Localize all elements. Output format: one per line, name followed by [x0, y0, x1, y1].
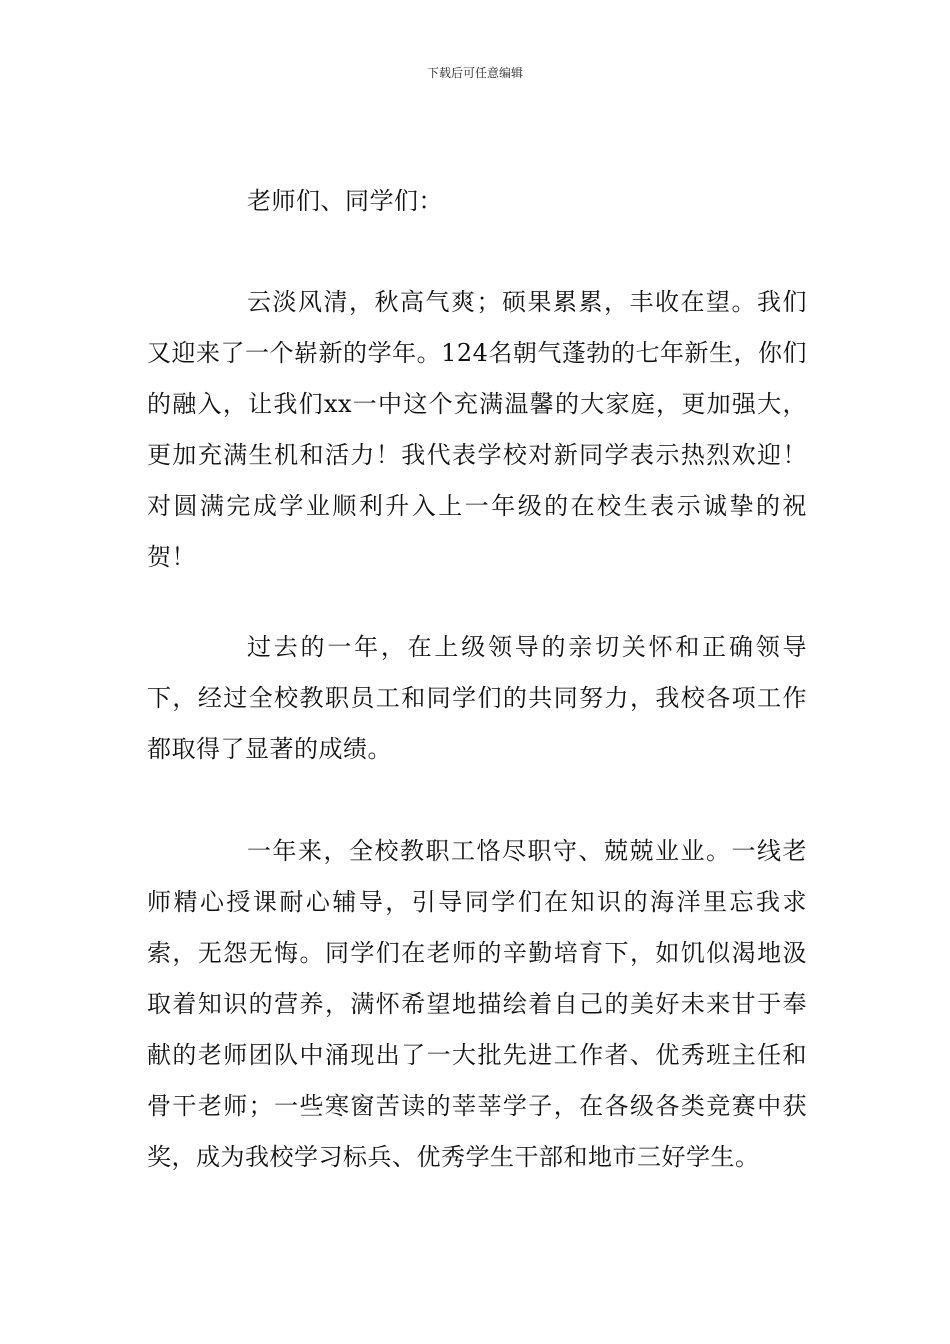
- paragraph-1: 云淡风清，秋高气爽；硕果累累，丰收在望。我们又迎来了一个崭新的学年。124名朝气蓬勃的七年新生，你们的融入，让我们xx一中这个充满温馨的大家庭，更加强大，更加充满生机和活力！我代表学校对新同学表示热烈欢迎！对圆满完成学业顺利升入上一年级的在校生表示诚挚的祝贺！: [147, 288, 807, 571]
- page-header: 下载后可任意编辑: [426, 66, 523, 80]
- salutation: 老师们、同学们：: [247, 187, 443, 215]
- paragraph-2: 过去的一年，在上级领导的亲切关怀和正确领导下，经过全校教职员工和同学们的共同努力，我校各项工作都取得了显著的成绩。: [147, 633, 807, 763]
- paragraph-3: 一年来，全校教职工恪尽职守、兢兢业业。一线老师精心授课耐心辅导，引导同学们在知识的海洋里忘我求索，无怨无悔。同学们在老师的辛勤培育下，如饥似渴地汲取着知识的营养，满怀希望地描绘着自己的美好未来甘于奉献的老师团队中涌现出了一大批先进工作者、优秀班主任和骨干老师；一些寒窗苦读的莘莘学子，在各级各类竞赛中获奖，成为我校学习标兵、优秀学生干部和地市三好学生。: [147, 837, 807, 1171]
